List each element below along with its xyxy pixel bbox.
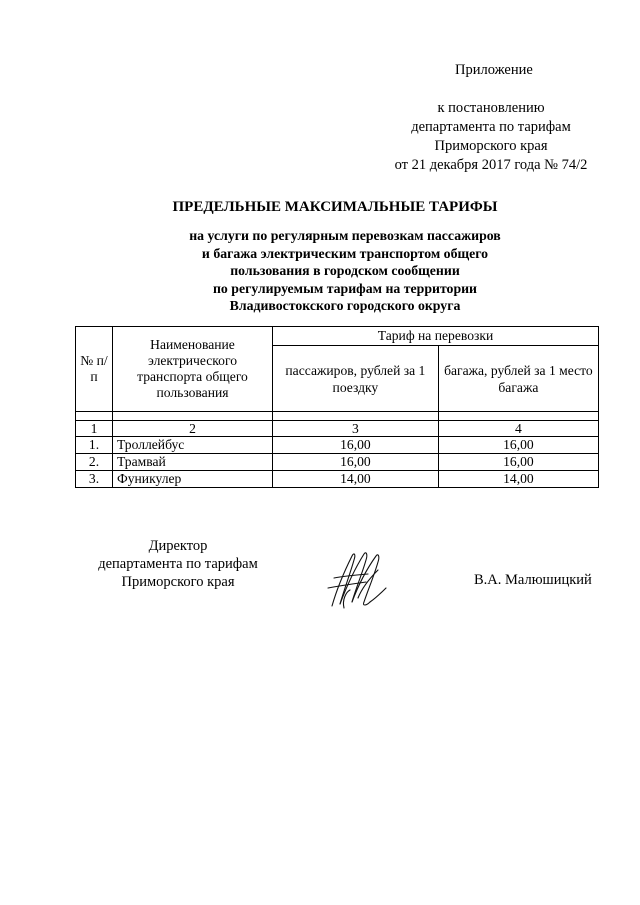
- document-subtitle: [150, 227, 540, 315]
- row-passenger: 16,00: [273, 454, 439, 471]
- index-cell: 3: [273, 421, 439, 437]
- subtitle-line: по регулируемым тарифам на территории: [212, 280, 478, 296]
- row-baggage: 16,00: [438, 437, 598, 454]
- row-name: Фуникулер: [113, 471, 273, 488]
- subtitle-line: на услуги по регулярным перевозкам пассажиров: [189, 228, 501, 243]
- header-passenger: пассажиров, рублей за 1 поездку: [273, 346, 439, 412]
- table-row: [76, 471, 599, 488]
- index-cell: 4: [438, 421, 598, 437]
- header-tariff: Тариф на перевозки: [273, 327, 599, 346]
- row-passenger: 14,00: [273, 471, 439, 488]
- row-num: 1.: [76, 437, 113, 454]
- row-name: Троллейбус: [113, 437, 273, 454]
- appendix-title: Приложение: [455, 62, 533, 78]
- appendix-line: департамента по тарифам: [411, 119, 571, 135]
- row-baggage: 14,00: [438, 471, 598, 488]
- subtitle-line: пользования в городском сообщении: [230, 263, 460, 278]
- appendix-line: Приморского края: [434, 138, 548, 154]
- header-row: [76, 327, 599, 346]
- row-baggage: 16,00: [438, 454, 598, 471]
- signer-name: В.А. Малюшицкий: [474, 572, 592, 588]
- index-cell: 1: [76, 421, 113, 437]
- subtitle-line: и багажа электрическим транспортом общего: [201, 245, 489, 261]
- header-baggage: багажа, рублей за 1 место багажа: [438, 346, 598, 412]
- index-row: [76, 421, 599, 437]
- signer-title: [78, 537, 278, 591]
- appendix-line: к постановлению: [437, 100, 545, 116]
- index-cell: 2: [113, 421, 273, 437]
- document-title: ПРЕДЕЛЬНЫЕ МАКСИМАЛЬНЫЕ ТАРИФЫ: [172, 199, 498, 215]
- spacer-cell: [113, 412, 273, 421]
- spacer-cell: [438, 412, 598, 421]
- table-row: [76, 437, 599, 454]
- spacer-row: [76, 412, 599, 421]
- row-passenger: 16,00: [273, 437, 439, 454]
- row-num: 2.: [76, 454, 113, 471]
- header-num: № п/п: [76, 327, 113, 412]
- spacer-cell: [76, 412, 113, 421]
- subtitle-line: Владивостокского городского округа: [229, 298, 461, 313]
- appendix-reference: [380, 99, 602, 175]
- tariff-table: [75, 326, 599, 488]
- header-name: Наименование электрического транспорта общего пользования: [113, 327, 273, 412]
- appendix-line: от 21 декабря 2017 года № 74/2: [394, 157, 588, 173]
- handwritten-signature: [322, 548, 392, 612]
- spacer-cell: [273, 412, 439, 421]
- signer-title-line: департамента по тарифам: [98, 556, 258, 572]
- row-num: 3.: [76, 471, 113, 488]
- signer-title-line: Директор: [148, 538, 208, 554]
- table-row: [76, 454, 599, 471]
- signer-title-line: Приморского края: [121, 574, 235, 590]
- row-name: Трамвай: [113, 454, 273, 471]
